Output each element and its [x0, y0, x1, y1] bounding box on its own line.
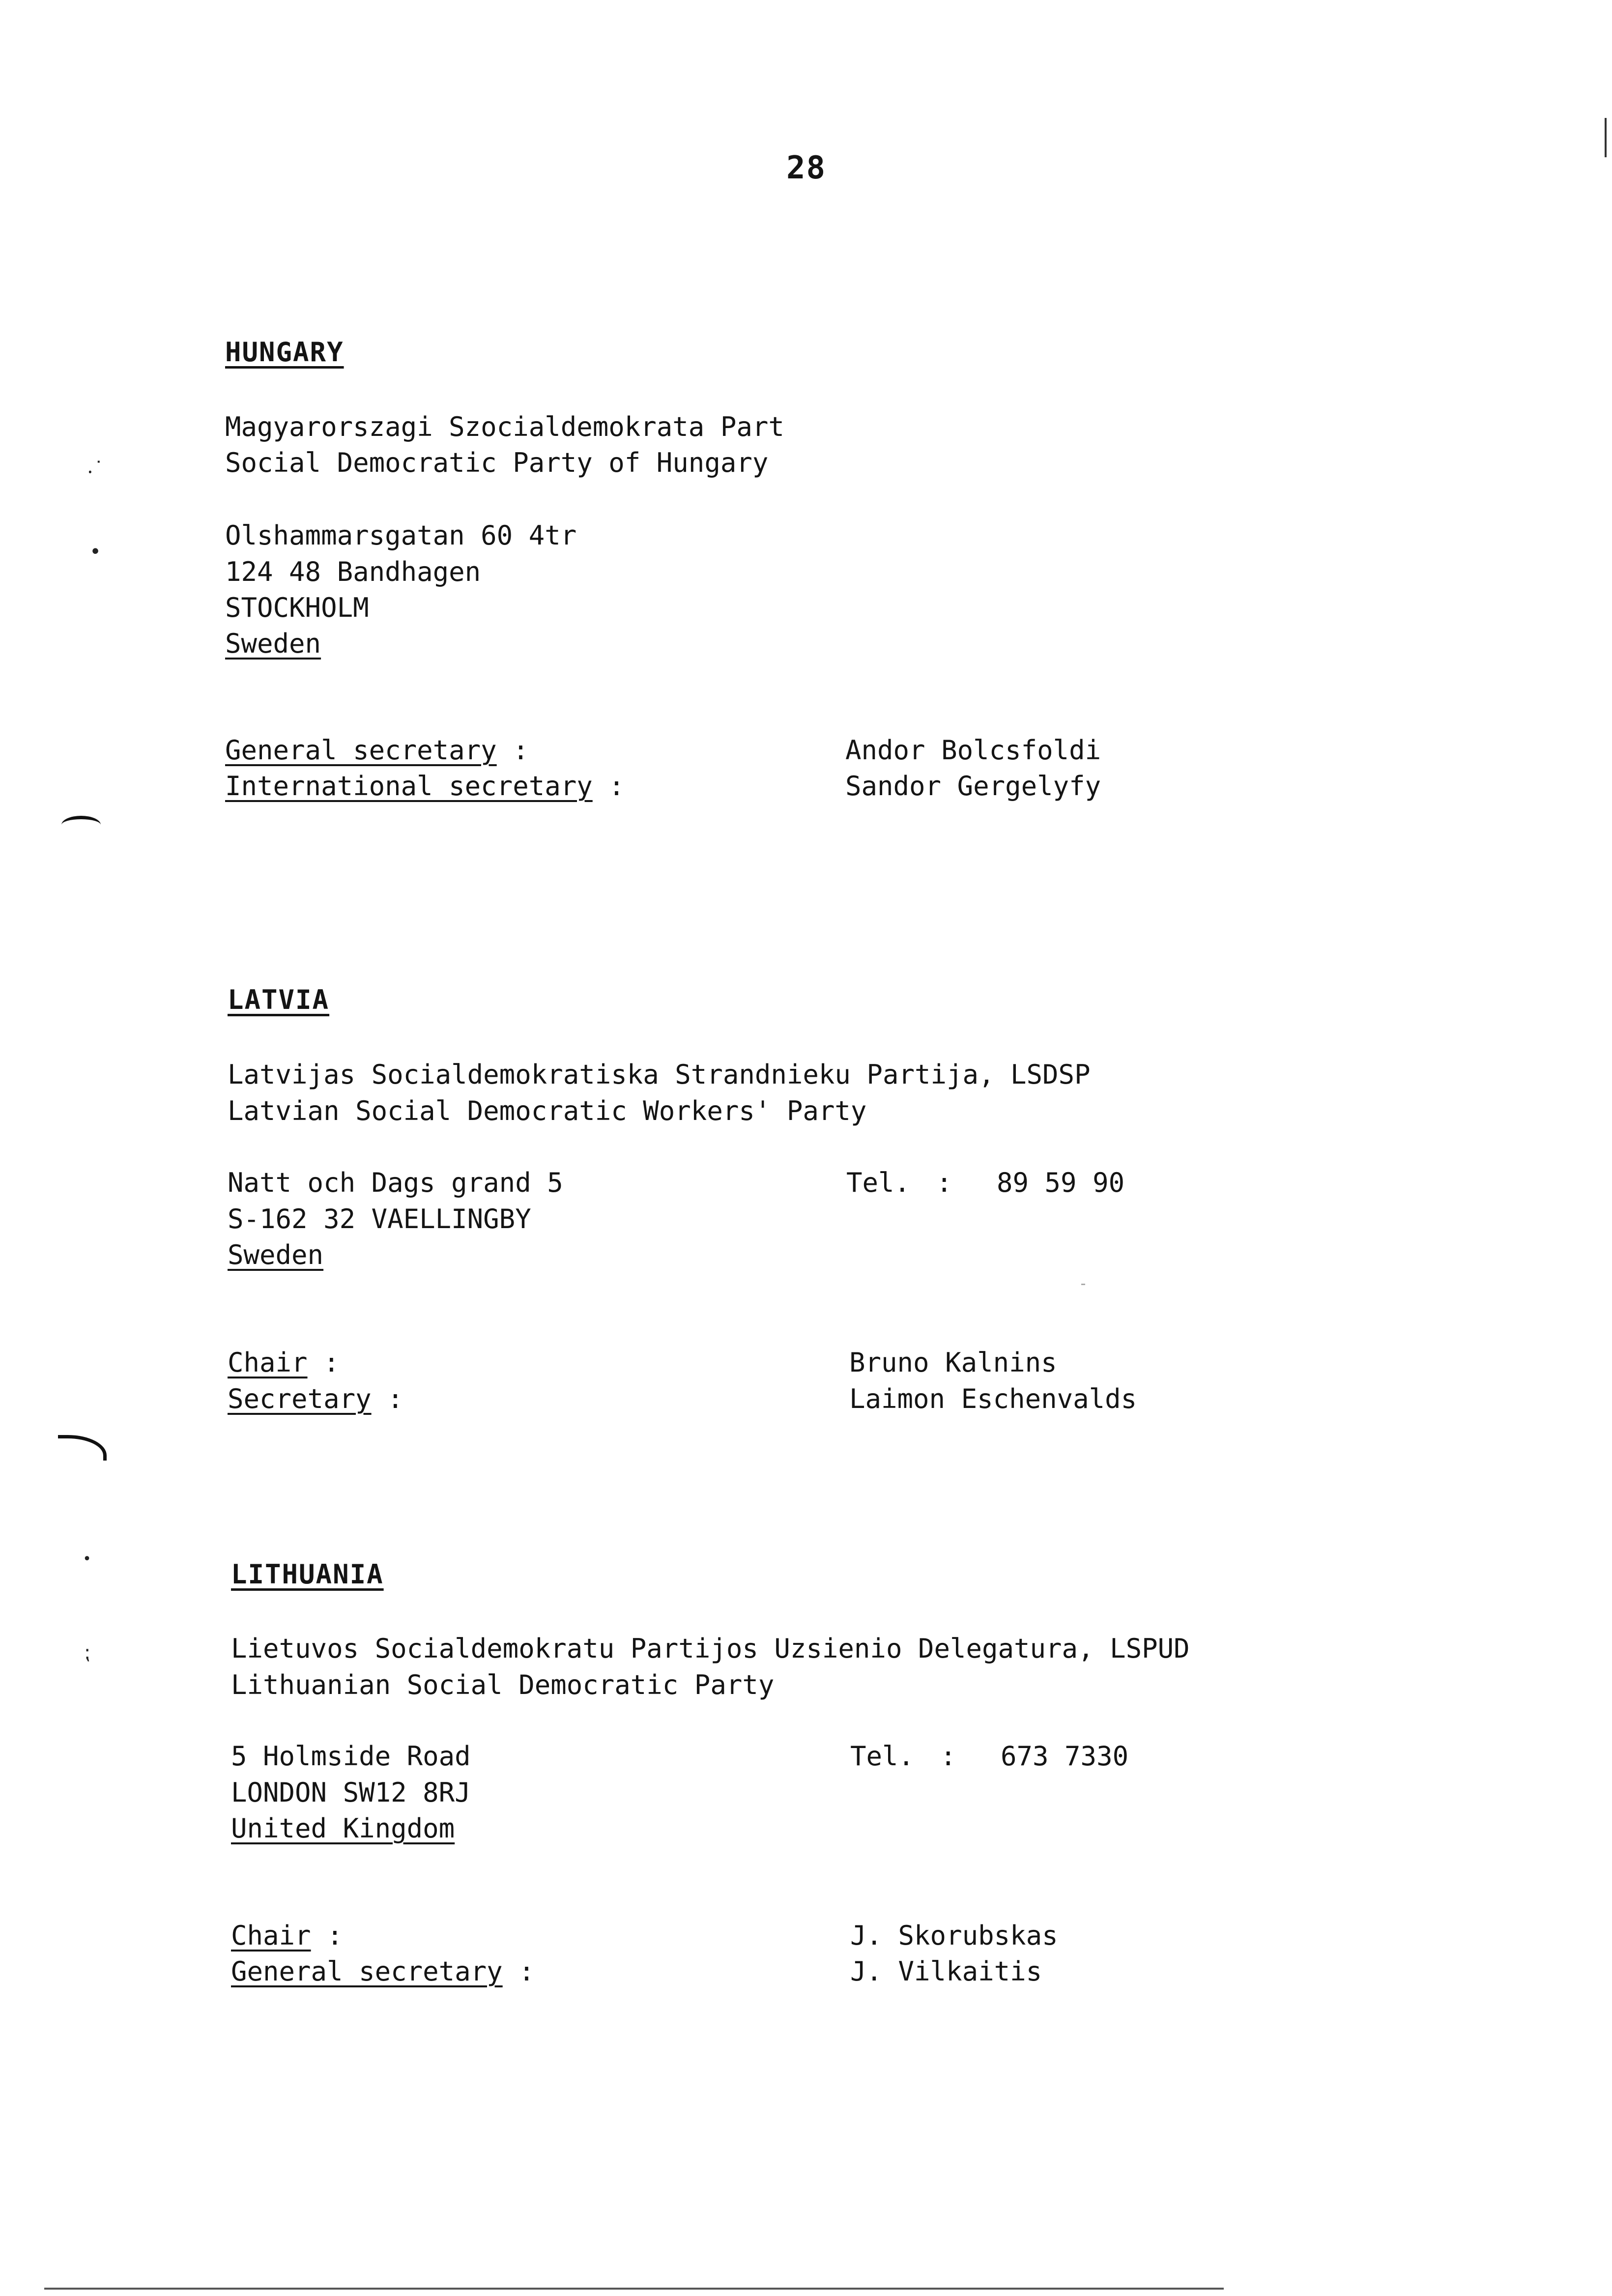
address-line: S-162 32 VAELLINGBY	[228, 1204, 531, 1234]
scan-speck: ⁏	[84, 1641, 90, 1664]
officer-role-separator: :	[311, 1920, 343, 1951]
officer-role	[228, 1383, 403, 1414]
scan-bottom-edge	[44, 2288, 1224, 2290]
section-heading: HUNGARY	[225, 337, 344, 368]
officer-role-label: General secretary	[225, 735, 497, 766]
officer-role-separator: :	[371, 1383, 403, 1414]
officer-role-label: Secretary	[228, 1383, 372, 1414]
address-line: Olshammarsgatan 60 4tr	[225, 520, 577, 551]
address-country: Sweden	[225, 628, 321, 659]
address-line: 5 Holmside Road	[231, 1741, 471, 1772]
officer-name: Bruno Kalnins	[849, 1347, 1057, 1378]
scan-speck: ⸳˙	[87, 458, 105, 481]
page-number: 28	[786, 150, 827, 186]
tel-label: Tel.	[850, 1741, 915, 1772]
section-heading: LATVIA	[228, 984, 330, 1015]
officer-role-separator: :	[502, 1956, 535, 1987]
party-english-name: Social Democratic Party of Hungary	[225, 447, 769, 478]
tel-label: Tel.	[846, 1167, 911, 1198]
punch-hole-mark	[61, 816, 101, 834]
party-native-name: Lietuvos Socialdemokratu Partijos Uzsienio Delegatura, LSPUD	[231, 1633, 1190, 1664]
officer-role-separator: :	[307, 1347, 340, 1378]
officer-role	[231, 1920, 343, 1951]
officer-name: Laimon Eschenvalds	[849, 1383, 1137, 1414]
officer-name: J. Vilkaitis	[850, 1956, 1042, 1987]
party-native-name: Magyarorszagi Szocialdemokrata Part	[225, 411, 784, 442]
address-country: United Kingdom	[231, 1813, 455, 1844]
officer-role	[225, 773, 625, 800]
party-english-name: Latvian Social Democratic Workers' Party	[228, 1095, 867, 1126]
scan-speck: •	[83, 1550, 92, 1568]
party-english-name: Lithuanian Social Democratic Party	[231, 1669, 775, 1700]
address-line: Natt och Dags grand 5	[228, 1167, 563, 1198]
officer-role-separator: :	[496, 735, 529, 766]
punch-hole-mark	[58, 1435, 107, 1461]
scan-speck: •	[89, 541, 102, 563]
tel-number: 673 7330	[1001, 1741, 1129, 1772]
officer-role-label: General secretary	[231, 1956, 503, 1987]
tel-separator: :	[936, 1167, 952, 1198]
scan-speck	[1081, 1284, 1085, 1285]
officer-role-separator: :	[592, 771, 625, 802]
officer-role-label: Chair	[228, 1347, 308, 1378]
address-country: Sweden	[228, 1239, 324, 1270]
tel-separator: :	[940, 1741, 956, 1772]
officer-name: Sandor Gergelyfy	[845, 771, 1101, 802]
scan-edge-mark	[1605, 118, 1607, 157]
officer-role	[225, 737, 529, 764]
officer-role-label: Chair	[231, 1920, 311, 1951]
section-heading: LITHUANIA	[231, 1559, 384, 1590]
officer-role-label: International secretary	[225, 771, 593, 802]
tel-number: 89 59 90	[997, 1167, 1125, 1198]
officer-role	[231, 1958, 535, 1985]
officer-name: Andor Bolcsfoldi	[845, 735, 1101, 766]
officer-name: J. Skorubskas	[850, 1920, 1058, 1951]
party-native-name: Latvijas Socialdemokratiska Strandnieku Partija, LSDSP	[228, 1059, 1091, 1090]
address-line: LONDON SW12 8RJ	[231, 1777, 471, 1808]
address-line: 124 48 Bandhagen	[225, 556, 481, 587]
address-line: STOCKHOLM	[225, 592, 369, 623]
officer-role	[228, 1349, 340, 1376]
